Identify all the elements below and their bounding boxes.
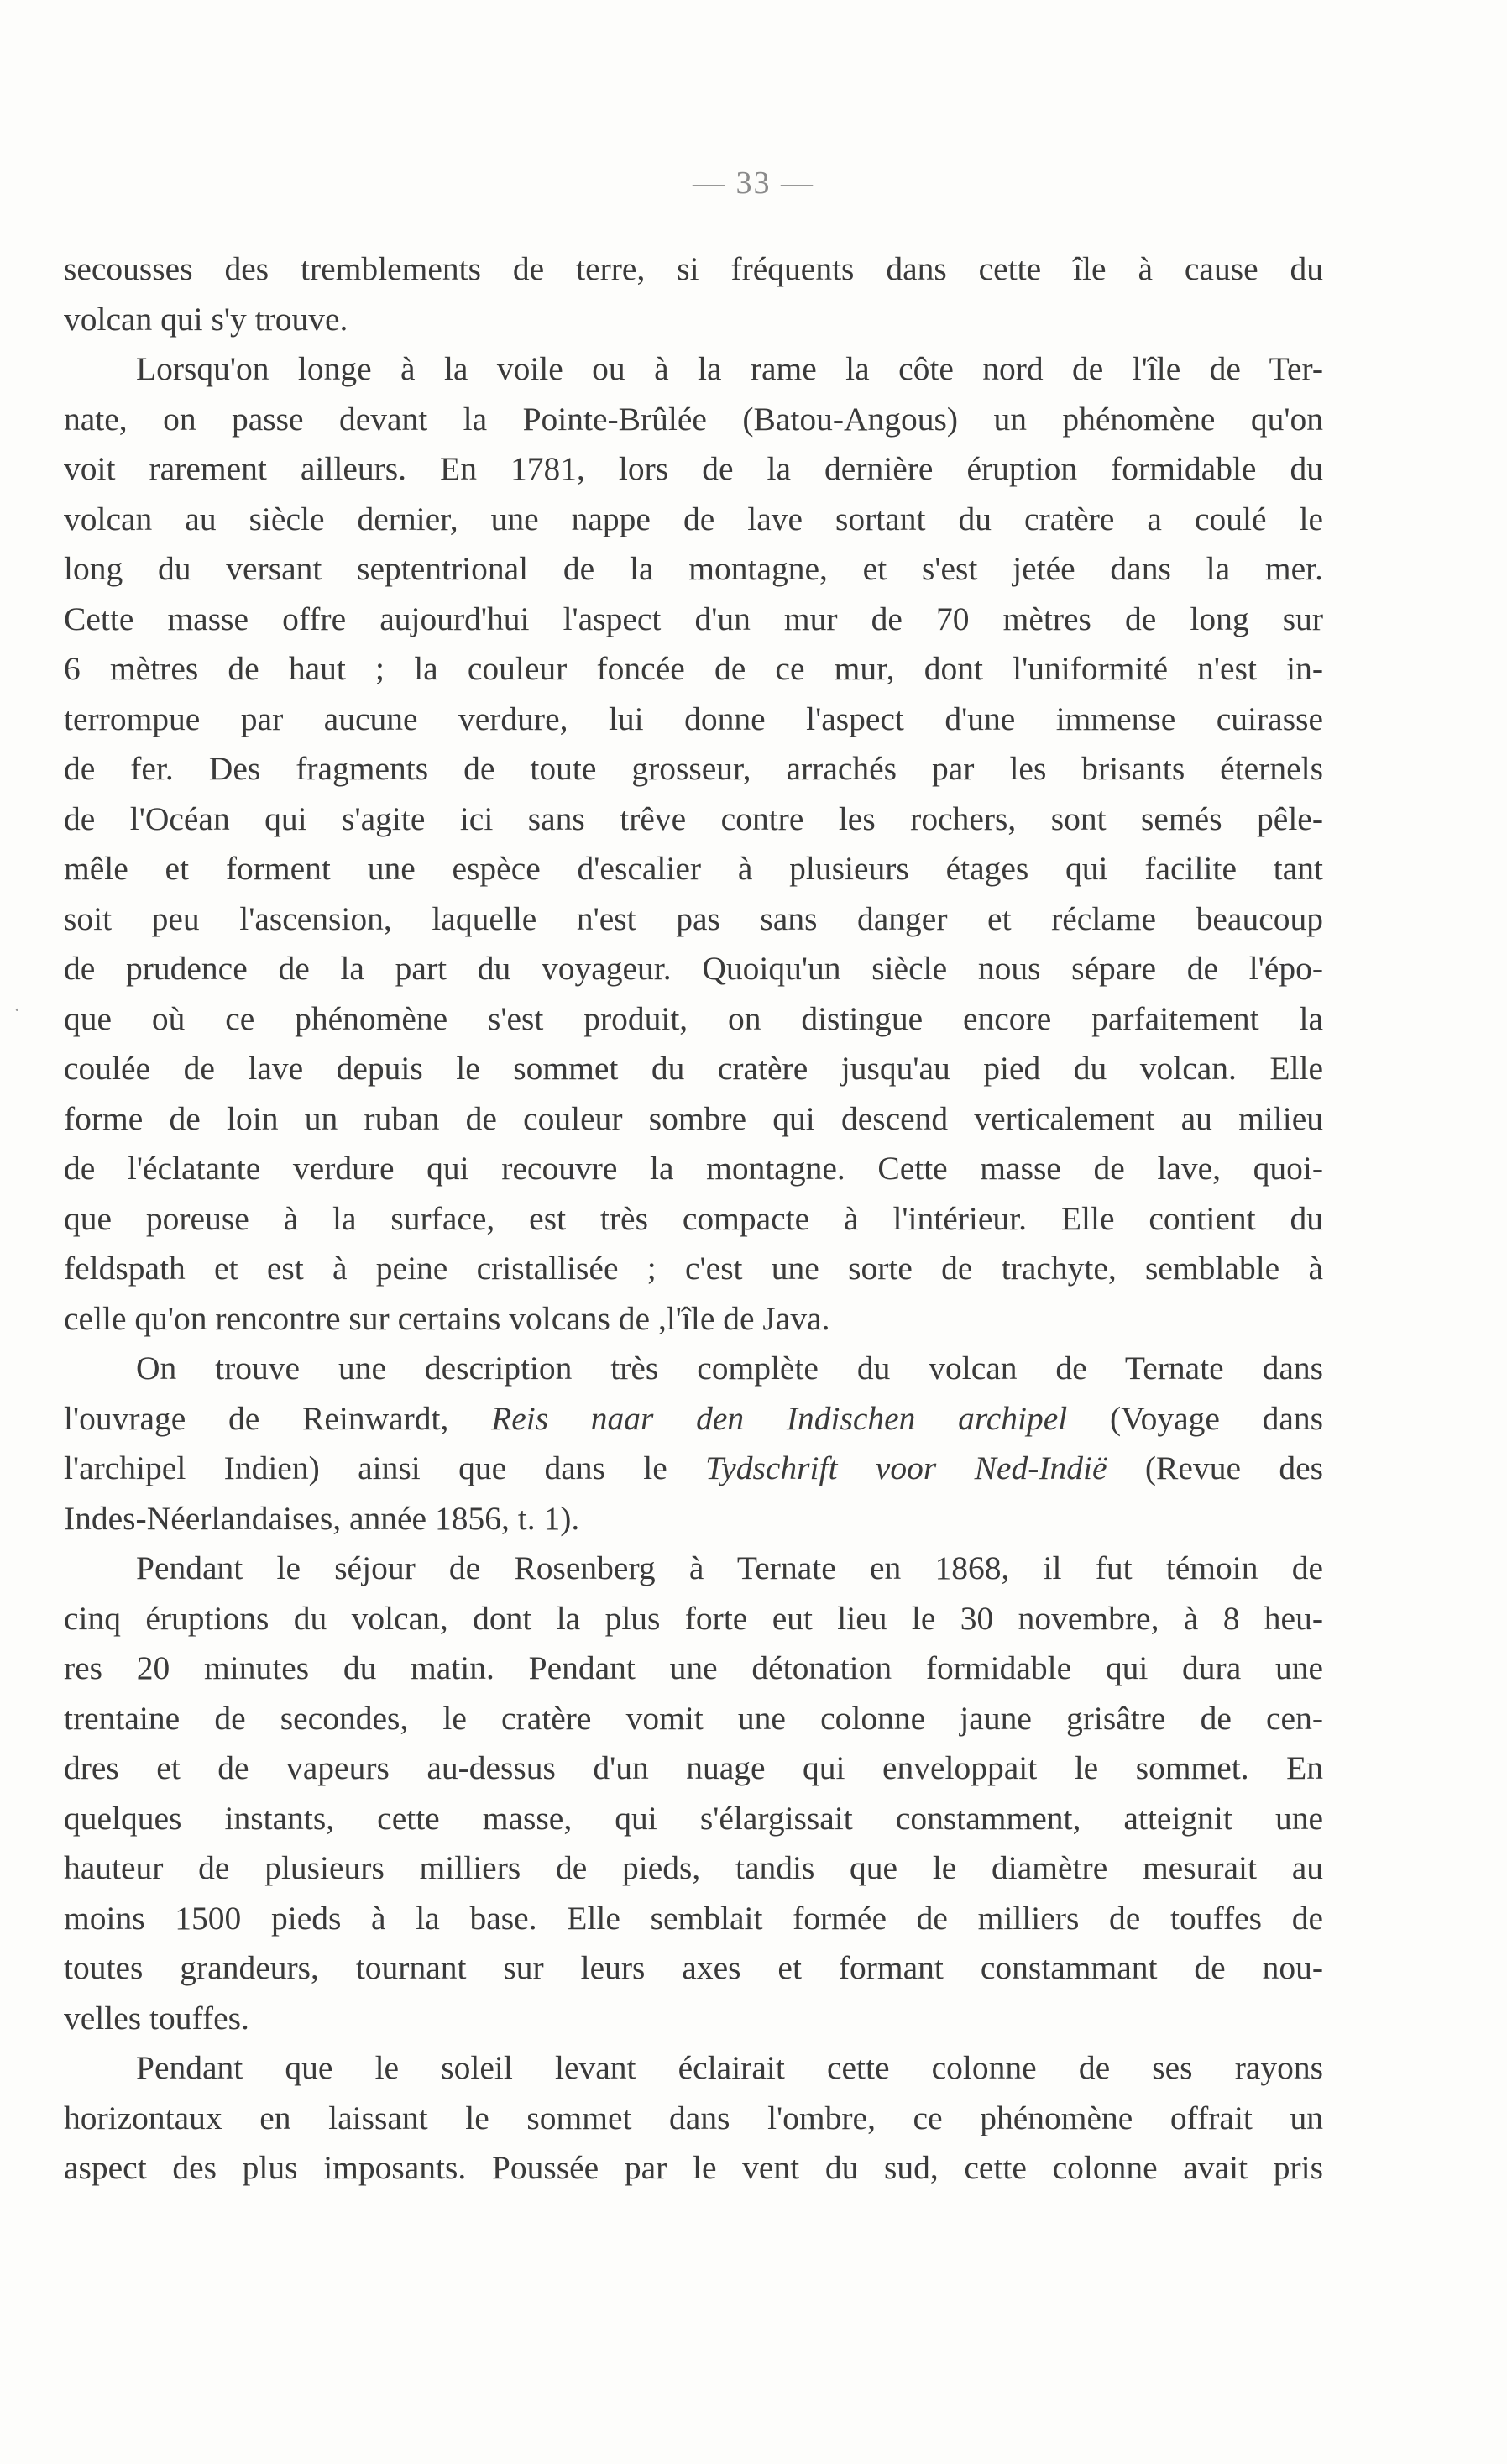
text-line: Pendant le séjour de Rosenberg à Ternate en 1868, il fut témoin de [136,1549,1323,1586]
text-line: feldspath et est à peine cristallisée ; c'est une sorte de trachyte, semblable à [64,1250,1323,1287]
work-title: Tydschrift voor Ned-Indië [705,1450,1107,1486]
text-line: de prudence de la part du voyageur. Quoiqu'un siècle nous sépare de l'épo- [64,950,1323,987]
text-line: l'ouvrage de Reinwardt, Reis naar den Indischen archipel (Voyage dans [64,1399,1323,1437]
text-line: 6 mètres de haut ; la couleur foncée de ce mur, dont l'uniformité n'est in- [64,650,1323,687]
text-line: soit peu l'ascension, laquelle n'est pas sans danger et réclame beaucoup [64,899,1323,937]
text-line: de fer. Des fragments de toute grosseur, arrachés par les brisants éternels [64,750,1323,787]
body-text [64,244,1323,2194]
text-line: coulée de lave depuis le sommet du cratère jusqu'au pied du volcan. Elle [64,1050,1323,1087]
text-line: toutes grandeurs, tournant sur leurs axes et formant constammant de nou- [64,1949,1323,1986]
text-line: Indes-Néerlandaises, année 1856, t. 1). [64,1499,580,1537]
text-line: hauteur de plusieurs milliers de pieds, tandis que le diamètre mesurait au [64,1849,1323,1886]
text-line: res 20 minutes du matin. Pendant une détonation formidable qui dura une [64,1649,1323,1686]
text-line: dres et de vapeurs au-dessus d'un nuage qui enveloppait le sommet. En [64,1749,1323,1786]
text-line: terrompue par aucune verdure, lui donne l'aspect d'une immense cuirasse [64,700,1323,737]
text-line: long du versant septentrional de la montagne, et s'est jetée dans la mer. [64,550,1323,587]
text-line: On trouve une description très complète du volcan de Ternate dans [136,1350,1323,1387]
text-line: volcan qui s'y trouve. [64,300,348,338]
text-line: velles touffes. [64,1999,249,2037]
text-line: quelques instants, cette masse, qui s'élargissait constamment, atteignit une [64,1799,1323,1837]
text-line: Pendant que le soleil levant éclairait cette colonne de ses rayons [136,2049,1323,2086]
text-line: celle qu'on rencontre sur certains volcans de ,l'île de Java. [64,1299,830,1337]
text-line: horizontaux en laissant le sommet dans l'ombre, ce phénomène offrait un [64,2099,1323,2136]
text-line: de l'Océan qui s'agite ici sans trêve contre les rochers, sont semés pêle- [64,799,1323,837]
text-line: l'archipel Indien) ainsi que dans le Tydschrift voor Ned-Indië (Revue des [64,1450,1323,1486]
text-line: nate, on passe devant la Pointe-Brûlée (Batou-Angous) un phénomène qu'on [64,400,1323,438]
work-title: Reis naar den Indischen archipel [491,1399,1068,1437]
text-line: Lorsqu'on longe à la voile ou à la rame la côte nord de l'île de Ter- [136,350,1323,387]
text-line: voit rarement ailleurs. En 1781, lors de la dernière éruption formidable du [64,450,1323,487]
text-line: que poreuse à la surface, est très compacte à l'intérieur. Elle contient du [64,1199,1323,1237]
text-line: forme de loin un ruban de couleur sombre qui descend verticalement au milieu [64,1099,1323,1137]
page-number: — 33 — [693,165,814,201]
margin-mark: · [13,998,21,1022]
text-line: Cette masse offre aujourd'hui l'aspect d'un mur de 70 mètres de long sur [64,600,1323,637]
text-line: cinq éruptions du volcan, dont la plus forte eut lieu le 30 novembre, à 8 heu- [64,1599,1323,1637]
text-line: moins 1500 pieds à la base. Elle semblait formée de milliers de touffes de [64,1899,1323,1937]
text-line: mêle et forment une espèce d'escalier à plusieurs étages qui facilite tant [64,850,1323,887]
text-line: volcan au siècle dernier, une nappe de lave sortant du cratère a coulé le [64,500,1323,537]
text-line: de l'éclatante verdure qui recouvre la montagne. Cette masse de lave, quoi- [64,1150,1323,1187]
text-line: trentaine de secondes, le cratère vomit une colonne jaune grisâtre de cen- [64,1699,1323,1737]
text-line: aspect des plus imposants. Poussée par le vent du sud, cette colonne avait pris [64,2149,1323,2186]
text-line: secousses des tremblements de terre, si fréquents dans cette île à cause du [64,250,1323,287]
text-line: que où ce phénomène s'est produit, on distingue encore parfaitement la [64,999,1323,1037]
